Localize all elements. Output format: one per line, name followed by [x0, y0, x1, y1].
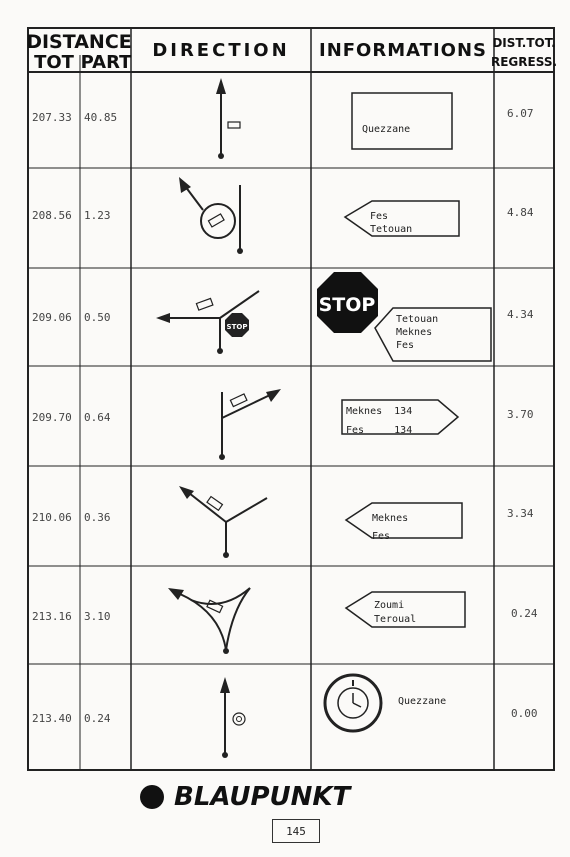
distance-part: 0.50	[84, 311, 111, 324]
sign-line: Meknes 134	[346, 406, 413, 417]
stop-sign-label: STOP	[318, 294, 376, 316]
distance-part: 3.10	[84, 610, 111, 623]
table-row	[32, 675, 538, 758]
sign-line: Teroual	[374, 614, 417, 625]
header-part: PART	[80, 52, 132, 73]
info-sign	[342, 400, 458, 436]
dist-regress: 4.84	[507, 206, 534, 219]
dist-regress: 3.34	[507, 507, 534, 520]
dist-regress: 4.34	[507, 308, 534, 321]
distance-tot: 207.33	[32, 111, 72, 124]
brand-name: BLAUPUNKT	[174, 782, 351, 812]
sign-line: Fes	[396, 340, 415, 351]
brand-logo	[140, 780, 350, 814]
sign-line: Meknes	[396, 327, 433, 338]
table-grid	[28, 28, 554, 770]
sign-line: Quezzane	[362, 124, 411, 135]
info-sign	[352, 93, 452, 149]
junction-stop-diagram	[156, 291, 259, 354]
triangle-junction-diagram	[168, 588, 250, 654]
info-sign	[375, 308, 491, 361]
distance-tot: 209.06	[32, 311, 72, 324]
bear-right-diagram	[219, 389, 281, 460]
distance-tot: 210.06	[32, 511, 72, 524]
table-row	[32, 588, 538, 654]
header-regress: REGRESS.	[490, 55, 558, 69]
straight-road-diagram	[216, 78, 240, 159]
sign-line: Zoumi	[374, 600, 405, 611]
header-tot: TOT	[34, 52, 74, 73]
table-row	[32, 78, 534, 159]
sign-line: Fes	[372, 531, 391, 542]
sign-line: Tetouan	[370, 224, 413, 235]
y-fork-diagram	[179, 486, 267, 558]
dist-regress: 3.70	[507, 408, 534, 421]
table-row	[32, 177, 534, 254]
roundabout-diagram	[179, 177, 243, 254]
header-dist-tot: DIST.TOT.	[492, 36, 556, 50]
distance-tot: 208.56	[32, 209, 72, 222]
stop-sign-icon	[317, 272, 378, 333]
small-stop-label: STOP	[226, 323, 248, 331]
sign-line: Quezzane	[398, 696, 447, 707]
info-sign	[346, 592, 465, 627]
sign-line: Fes	[370, 211, 389, 222]
table-row	[32, 272, 534, 361]
brand-dot-icon	[140, 785, 164, 809]
distance-part: 0.64	[84, 411, 111, 424]
dist-regress: 0.24	[511, 607, 538, 620]
distance-part: 40.85	[84, 111, 118, 124]
clock-icon	[325, 675, 381, 731]
sign-line: Meknes	[372, 513, 409, 524]
info-sign	[345, 201, 459, 236]
table-row	[32, 486, 534, 558]
dist-regress: 6.07	[507, 107, 534, 120]
table-row	[32, 389, 534, 460]
distance-tot: 213.40	[32, 712, 72, 725]
sign-line: Tetouan	[396, 314, 439, 325]
distance-part: 1.23	[84, 209, 111, 222]
straight-road-diagram	[220, 677, 245, 758]
distance-part: 0.36	[84, 511, 111, 524]
distance-tot: 213.16	[32, 610, 72, 623]
dist-regress: 0.00	[511, 707, 538, 720]
page-number: 145	[272, 819, 320, 843]
sign-line: Fes 134	[346, 425, 413, 436]
info-sign	[346, 503, 462, 542]
distance-tot: 209.70	[32, 411, 72, 424]
distance-part: 0.24	[84, 712, 111, 725]
header-distance: DISTANCE	[26, 31, 132, 53]
header-informations: INFORMATIONS	[319, 40, 487, 61]
header-direction: DIRECTION	[152, 40, 290, 61]
